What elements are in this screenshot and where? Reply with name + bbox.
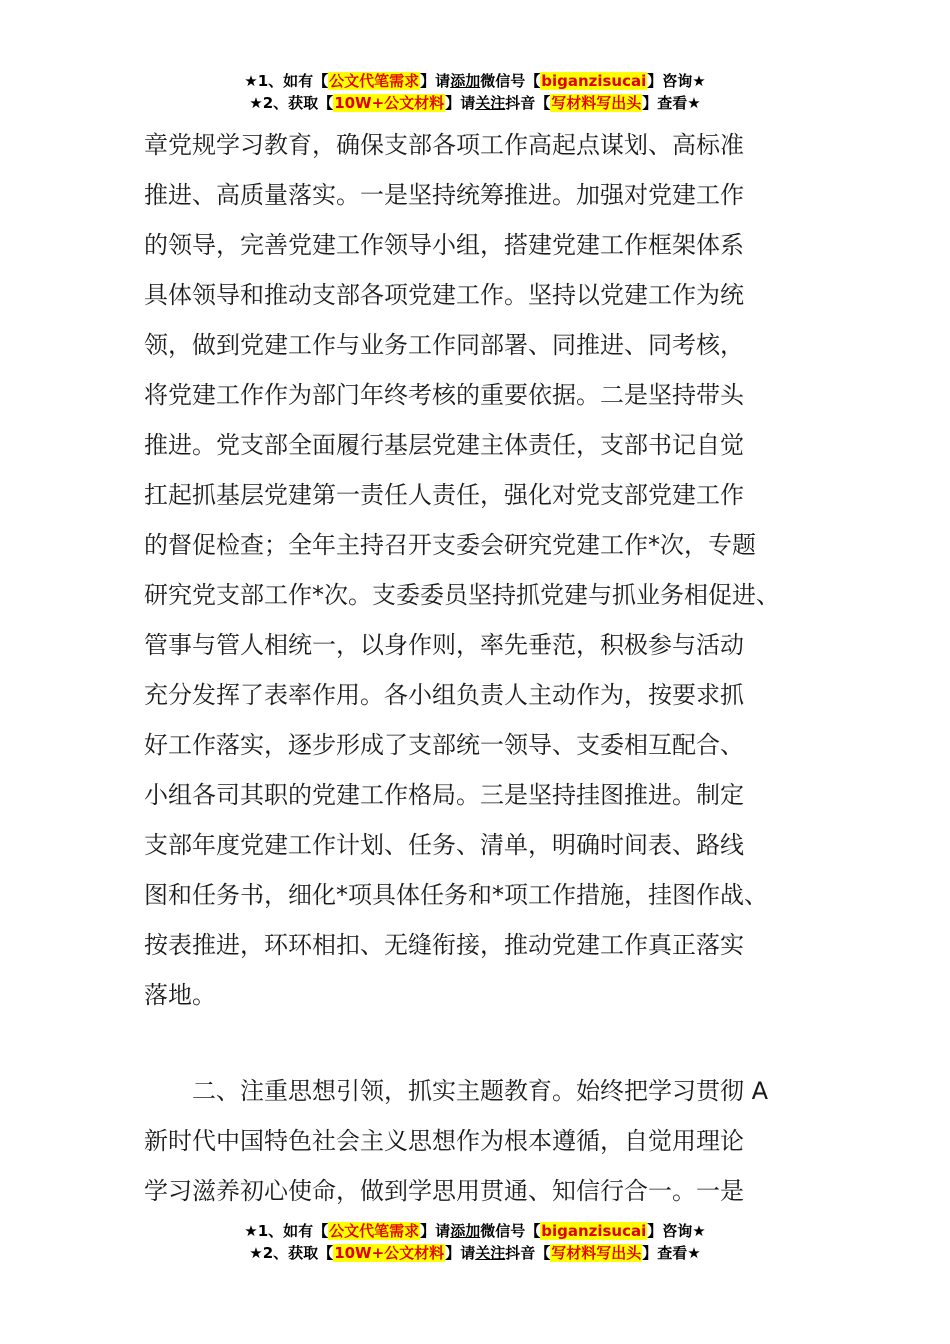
text-line: 落地。 (144, 981, 216, 1009)
highlight-wechat-id: biganzisucai (541, 1222, 647, 1240)
highlight-account: 写材料写出头 (551, 94, 642, 112)
banner-text: 抖音【 (505, 94, 551, 112)
text-line: 管事与管人相统一，以身作则，率先垂范，积极参与活动 (144, 631, 744, 659)
text-line: 的领导，完善党建工作领导小组，搭建党建工作框架体系 (144, 231, 744, 259)
text-line: 支部年度党建工作计划、任务、清单，明确时间表、路线 (144, 831, 744, 859)
highlight-need: 公文代笔需求 (329, 1222, 420, 1240)
text-line: 图和任务书，细化*项具体任务和*项工作措施，挂图作战、 (144, 881, 768, 909)
text-line: 新时代中国特色社会主义思想作为根本遵循，自觉用理论 (144, 1127, 744, 1155)
banner-text: ★1、如有【 (244, 72, 329, 90)
banner-text: ★2、获取【 (249, 94, 334, 112)
banner-text: 】查看★ (642, 94, 701, 112)
highlight-wechat-id: biganzisucai (541, 72, 647, 90)
highlight-need: 公文代笔需求 (329, 72, 420, 90)
top-banner (0, 70, 950, 114)
paragraph-2 (144, 1066, 820, 1216)
text-line: 学习滋养初心使命，做到学思用贯通、知信行合一。一是 (144, 1177, 744, 1205)
banner-text: 】咨询★ (647, 72, 706, 90)
highlight-account: 写材料写出头 (551, 1244, 642, 1262)
text-line: 扛起抓基层党建第一责任人责任，强化对党支部党建工作 (144, 481, 744, 509)
text-line: 推进、高质量落实。一是坚持统筹推进。加强对党建工作 (144, 181, 744, 209)
banner-line-2 (0, 92, 950, 114)
banner-text: 添加 (450, 1222, 481, 1240)
text-line: 的督促检查；全年主持召开支委会研究党建工作*次，专题 (144, 531, 756, 559)
text-line: 领，做到党建工作与业务工作同部署、同推进、同考核， (144, 331, 744, 359)
banner-text: 微信号【 (480, 72, 541, 90)
text-line: 章党规学习教育，确保支部各项工作高起点谋划、高标准 (144, 131, 744, 159)
banner-line-1 (0, 1220, 950, 1242)
banner-text: 关注 (475, 1244, 506, 1262)
banner-line-1 (0, 70, 950, 92)
banner-text: 】请 (445, 1244, 476, 1262)
text-line: 充分发挥了表率作用。各小组负责人主动作为，按要求抓 (144, 681, 744, 709)
banner-text: 关注 (475, 94, 506, 112)
banner-text: 添加 (450, 72, 481, 90)
banner-text: ★2、获取【 (249, 1244, 334, 1262)
banner-text: 】咨询★ (647, 1222, 706, 1240)
text-line: 好工作落实，逐步形成了支部统一领导、支委相互配合、 (144, 731, 744, 759)
banner-line-2 (0, 1242, 950, 1264)
text-line: 研究党支部工作*次。支委委员坚持抓党建与抓业务相促进、 (144, 581, 780, 609)
text-line: 二、注重思想引领，抓实主题教育。始终把学习贯彻 A (144, 1077, 769, 1105)
banner-text: 】请 (420, 1222, 451, 1240)
highlight-material: 10W+公文材料 (334, 1244, 445, 1262)
text-line: 小组各司其职的党建工作格局。三是坚持挂图推进。制定 (144, 781, 744, 809)
banner-text: 抖音【 (505, 1244, 551, 1262)
text-line: 推进。党支部全面履行基层党建主体责任，支部书记自觉 (144, 431, 744, 459)
banner-text: 】请 (445, 94, 476, 112)
paragraph-1 (144, 120, 820, 1020)
text-line: 按表推进，环环相扣、无缝衔接，推动党建工作真正落实 (144, 931, 744, 959)
banner-text: 】查看★ (642, 1244, 701, 1262)
banner-text: 】请 (420, 72, 451, 90)
bottom-banner (0, 1220, 950, 1264)
text-line: 将党建工作作为部门年终考核的重要依据。二是坚持带头 (144, 381, 744, 409)
highlight-material: 10W+公文材料 (334, 94, 445, 112)
banner-text: ★1、如有【 (244, 1222, 329, 1240)
banner-text: 微信号【 (480, 1222, 541, 1240)
text-line: 具体领导和推动支部各项党建工作。坚持以党建工作为统 (144, 281, 744, 309)
